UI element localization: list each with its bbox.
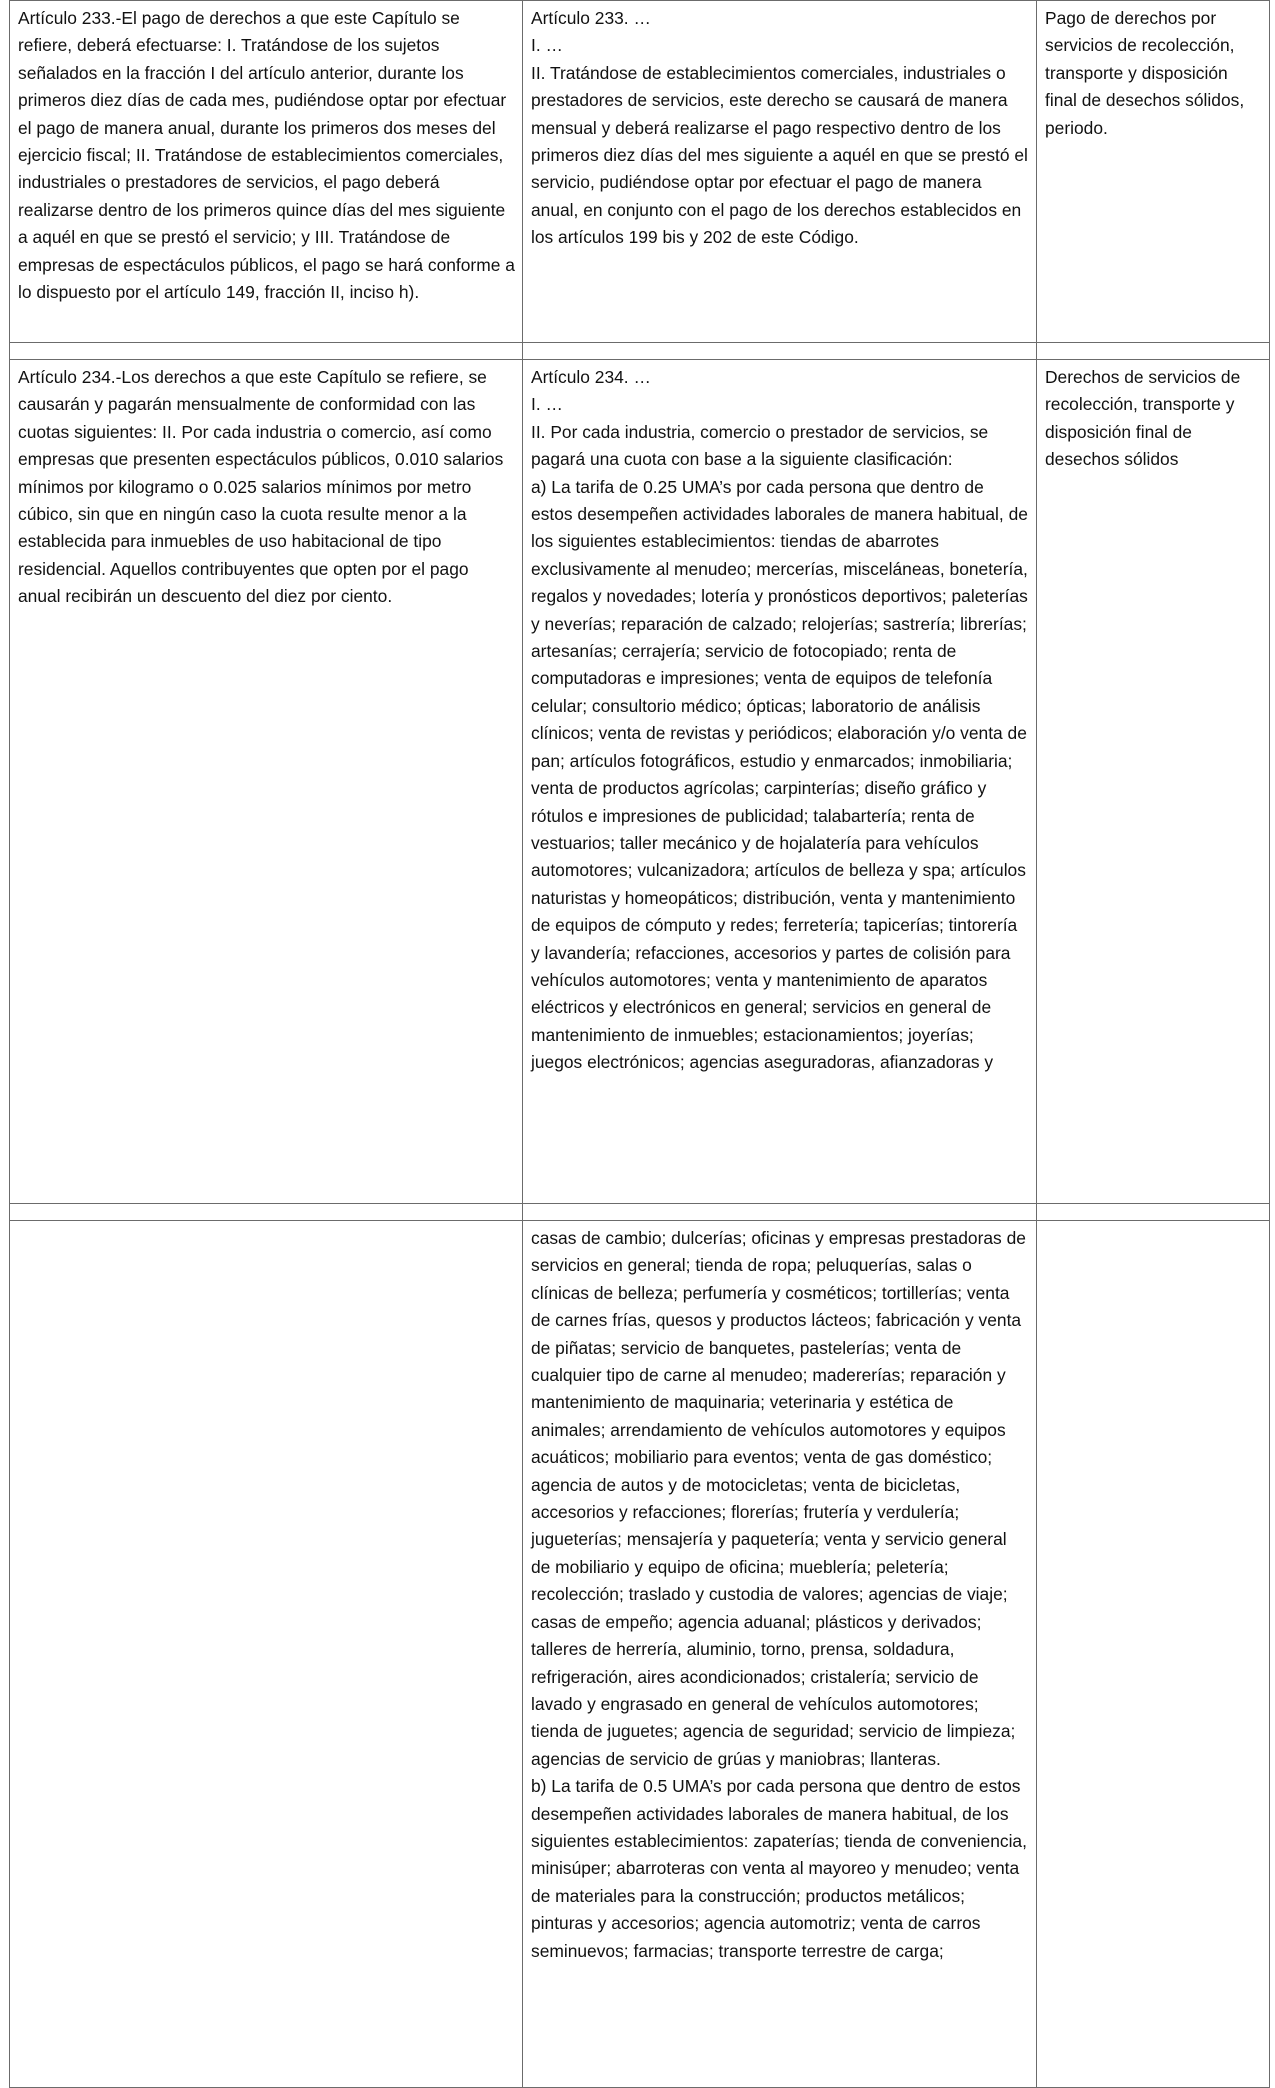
current-law-cell — [10, 360, 523, 1204]
table-row — [10, 1, 1270, 343]
note-cell — [1037, 360, 1270, 1204]
current-law-text: Artículo 233.-El pago de derechos a que este Capítulo se refiere, deberá efectuarse: I. Tratándose de los sujetos señalados en la fracción I del artículo anterior, durante los primeros diez días de cada mes, pudiéndose optar por efectuar el pago de manera anual, durante los primeros dos meses del ejercicio fiscal; II. Tratándose de establecimientos comerciales, industriales o prestadores de servicios, el pago deberá realizarse dentro de los primeros quince días del mes siguiente a aquél en que se prestó el servicio; y III. Tratándose de empresas de espectáculos públicos, el pago se hará conforme a lo dispuesto por el artículo 149, fracción II, inciso h). — [18, 8, 515, 303]
proposal-cell — [523, 360, 1037, 1204]
comparison-table — [9, 0, 1270, 2088]
current-law-text: Artículo 234.-Los derechos a que este Capítulo se refiere, se causarán y pagarán mensualmente de conformidad con las cuotas siguientes: II. Por cada industria o comercio, así como empresas que presenten espectáculos públicos, 0.010 salarios mínimos por kilogramo o 0.025 salarios mínimos por metro cúbico, sin que en ningún caso la cuota resulte menor a la establecida para inmuebles de uso habitacional de tipo residencial. Aquellos contribuyentes que opten por el pago anual recibirán un descuento del diez por ciento. — [18, 367, 504, 607]
note-cell — [1037, 1, 1270, 343]
note-text: Pago de derechos por servicios de recolección, transporte y disposición final de desechos sólidos, periodo. — [1045, 8, 1245, 138]
row-separator — [10, 343, 1270, 360]
note-cell — [1037, 1221, 1270, 2088]
proposal-text: Artículo 234. … I. … II. Por cada industria, comercio o prestador de servicios, se pagará una cuota con base a la siguiente clasificación: a) La tarifa de 0.25 UMA’s por cada persona que dentro de estos desempeñen actividades laborales de manera habitual, de los siguientes establecimientos: tiendas de abarrotes exclusivamente al menudeo; mercerías, misceláneas, bonetería, regalos y novedades; lotería y pronósticos deportivos; paleterías y neverías; reparación de calzado; relojerías; sastrería; librerías; artesanías; cerrajería; servicio de fotocopiado; renta de computadoras e impresiones; venta de equipos de telefonía celular; consultorio médico; ópticas; laboratorio de análisis clínicos; venta de revistas y periódicos; elaboración y/o venta de pan; artículos fotográficos, estudio y enmarcados; inmobiliaria; venta de productos agrícolas; carpinterías; diseño gráfico y rótulos e impresiones de publicidad; talabartería; renta de vestuarios; taller mecánico y de hojalatería para vehículos automotores; vulcanizadora; artículos de belleza y spa; artículos naturistas y homeopáticos; distribución, venta y mantenimiento de equipos de cómputo y redes; ferretería; tapicerías; tintorería y lavandería; refacciones, accesorios y partes de colisión para vehículos automotores; venta y mantenimiento de aparatos eléctricos y electrónicos en general; servicios en general de mantenimiento de inmuebles; estacionamientos; joyerías; juegos electrónicos; agencias aseguradoras, afianzadoras y — [531, 367, 1028, 1073]
table-row — [10, 360, 1270, 1204]
proposal-cell — [523, 1221, 1037, 2088]
proposal-text: Artículo 233. … I. … II. Tratándose de establecimientos comerciales, industriales o prestadores de servicios, este derecho se causará de manera mensual y deberá realizarse el pago respectivo dentro de los primeros diez días del mes siguiente a aquél en que se prestó el servicio, pudiéndose optar por efectuar el pago de manera anual, en conjunto con el pago de los derechos establecidos en los artículos 199 bis y 202 de este Código. — [531, 8, 1028, 248]
table-row — [10, 1221, 1270, 2088]
note-text: Derechos de servicios de recolección, transporte y disposición final de desechos sólidos — [1045, 367, 1241, 470]
proposal-cell — [523, 1, 1037, 343]
row-separator — [10, 1204, 1270, 1221]
current-law-cell — [10, 1, 523, 343]
current-law-cell — [10, 1221, 523, 2088]
proposal-text: casas de cambio; dulcerías; oficinas y empresas prestadoras de servicios en general; tienda de ropa; peluquerías, salas o clínicas de belleza; perfumería y cosméticos; tortillerías; venta de carnes frías, quesos y productos lácteos; fabricación y venta de piñatas; servicio de banquetes, pastelerías; venta de cualquier tipo de carne al menudeo; madererías; reparación y mantenimiento de maquinaria; veterinaria y estética de animales; arrendamiento de vehículos automotores y equipos acuáticos; mobiliario para eventos; venta de gas doméstico; agencia de autos y de motocicletas; venta de bicicletas, accesorios y refacciones; florerías; frutería y verdulería; jugueterías; mensajería y paquetería; venta y servicio general de mobiliario y equipo de oficina; mueblería; peletería; recolección; traslado y custodia de valores; agencias de viaje; casas de empeño; agencia aduanal; plásticos y derivados; talleres de herrería, aluminio, torno, prensa, soldadura, refrigeración, aires acondicionados; cristalería; servicio de lavado y engrasado en general de vehículos automotores; tienda de juguetes; agencia de seguridad; servicio de limpieza; agencias de servicio de grúas y maniobras; llanteras. b) La tarifa de 0.5 UMA’s por cada persona que dentro de estos desempeñen actividades laborales de manera habitual, de los siguientes establecimientos: zapaterías; tienda de conveniencia, minisúper; abarroteras con venta al mayoreo y menudeo; venta de materiales para la construcción; productos metálicos; pinturas y accesorios; agencia automotriz; venta de carros seminuevos; farmacias; transporte terrestre de carga; — [531, 1228, 1027, 1961]
